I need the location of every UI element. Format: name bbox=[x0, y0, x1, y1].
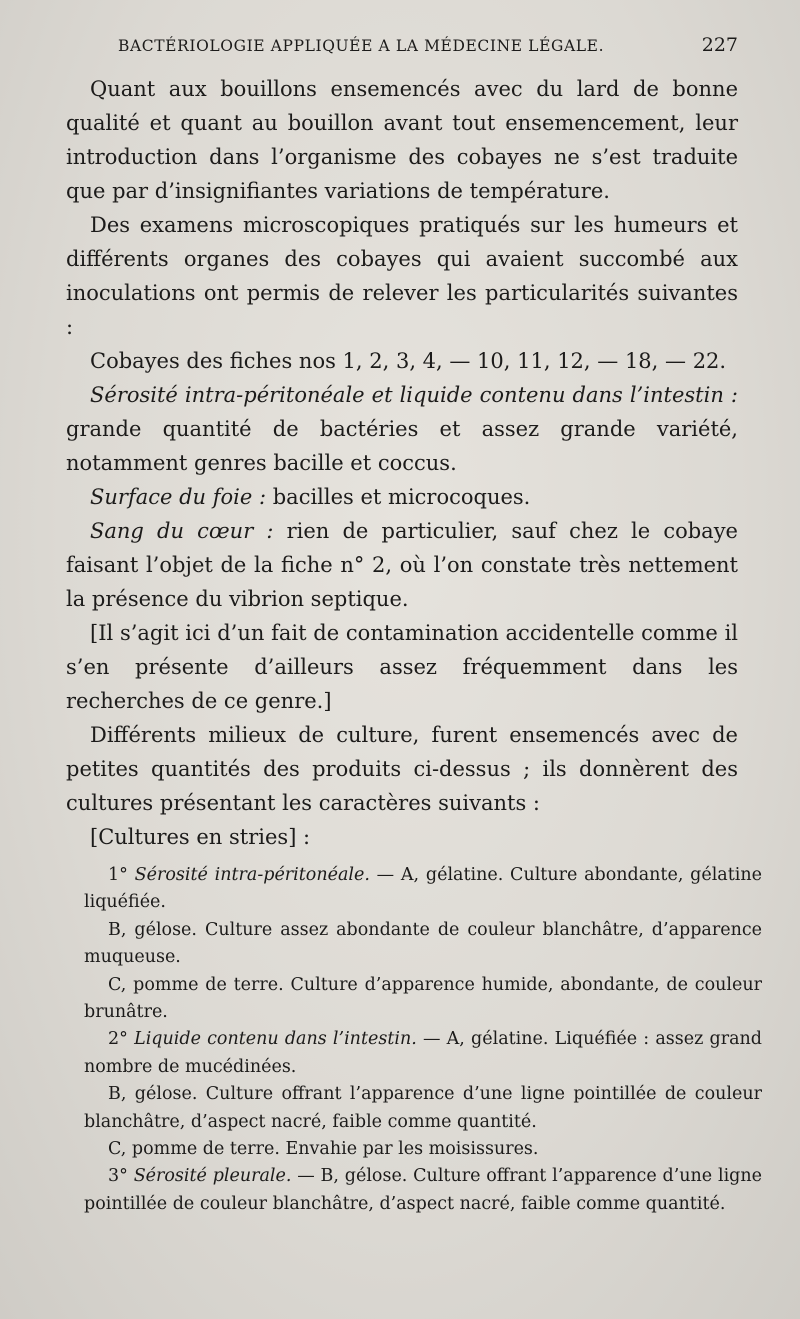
serosite-label: Sérosité intra-péritonéale et liquide contenu dans l’intestin : bbox=[90, 383, 738, 407]
culture-2-c: C, pomme de terre. Envahie par les moisissures. bbox=[108, 1139, 539, 1160]
culture-3-number: 3° bbox=[108, 1166, 134, 1187]
culture-1-a bbox=[84, 862, 762, 917]
foie-label: Surface du foie : bbox=[90, 485, 267, 509]
culture-2-label: Liquide contenu dans l’intestin. bbox=[134, 1029, 417, 1050]
sang-text: rien de particulier, sauf chez le cobaye faisant l’objet de la fiche n° 2, où l’on constate très nettement la présence du vibrion septique. bbox=[66, 519, 738, 611]
culture-3-b bbox=[84, 1163, 762, 1218]
culture-1-c: C, pomme de terre. Culture d’apparence humide, abondante, de couleur brunâtre. bbox=[84, 974, 762, 1023]
sang-label: Sang du cœur : bbox=[90, 519, 274, 543]
culture-3-text: — B, gélose. Culture offrant l’apparence d’une ligne pointillée de couleur blanchâtre, d’aspect nacré, faible comme quantité. bbox=[84, 1166, 762, 1214]
paragraph-foie bbox=[66, 480, 738, 514]
foie-text: bacilles et microcoques. bbox=[266, 485, 531, 509]
culture-2-b: B, gélose. Culture offrant l’apparence d’une ligne pointillée de couleur blanchâtre, d’aspect nacré, faible comme quantité. bbox=[84, 1084, 762, 1132]
paragraph-cultures-stries: [Cultures en stries] : bbox=[90, 825, 311, 849]
serosite-text: grande quantité de bactéries et assez grande variété, notamment genres bacille et coccus. bbox=[66, 417, 738, 475]
paragraph-examens: Des examens microscopiques pratiqués sur les humeurs et différents organes des cobayes qui avaient succombé aux inoculations ont permis de relever les particularités suivantes : bbox=[66, 213, 738, 339]
running-title: BACTÉRIOLOGIE APPLIQUÉE A LA MÉDECINE LÉGALE. bbox=[118, 37, 605, 55]
page-header bbox=[118, 34, 738, 58]
paragraph-bouillons: Quant aux bouillons ensemencés avec du lard de bonne qualité et quant au bouillon avant tout ensemencement, leur introduction dans l’organisme des cobayes ne s’est traduite que par d’insignifiantes variations de température. bbox=[66, 77, 738, 203]
culture-2-a bbox=[84, 1026, 762, 1081]
culture-2-text: — A, gélatine. Liquéfiée : assez grand nombre de mucédinées. bbox=[84, 1029, 762, 1077]
culture-3-label: Sérosité pleurale. bbox=[133, 1166, 292, 1187]
paragraph-milieux: Différents milieux de culture, furent ensemencés avec de petites quantités des produits ci-dessus ; ils donnèrent des cultures présentant les caractères suivants : bbox=[66, 723, 738, 815]
main-text bbox=[66, 72, 738, 854]
paragraph-serosite bbox=[66, 378, 738, 480]
page-number: 227 bbox=[701, 34, 738, 56]
paragraph-contamination: [Il s’agit ici d’un fait de contamination accidentelle comme il s’en présente d’ailleurs assez fréquemment dans les recherches de ce genre.] bbox=[66, 621, 738, 713]
culture-1-b: B, gélose. Culture assez abondante de couleur blanchâtre, d’apparence muqueuse. bbox=[84, 919, 762, 968]
cultures-list bbox=[84, 862, 762, 1218]
paragraph-sang bbox=[66, 514, 738, 616]
paragraph-cobayes-fiches: Cobayes des fiches nos 1, 2, 3, 4, — 10, 11, 12, — 18, — 22. bbox=[90, 349, 727, 373]
culture-1-text: — A, gélatine. Culture abondante, gélatine liquéfiée. bbox=[84, 865, 762, 913]
culture-1-number: 1° bbox=[108, 865, 135, 885]
culture-2-number: 2° bbox=[108, 1029, 135, 1050]
culture-1-label: Sérosité intra-péritonéale. bbox=[134, 865, 370, 885]
